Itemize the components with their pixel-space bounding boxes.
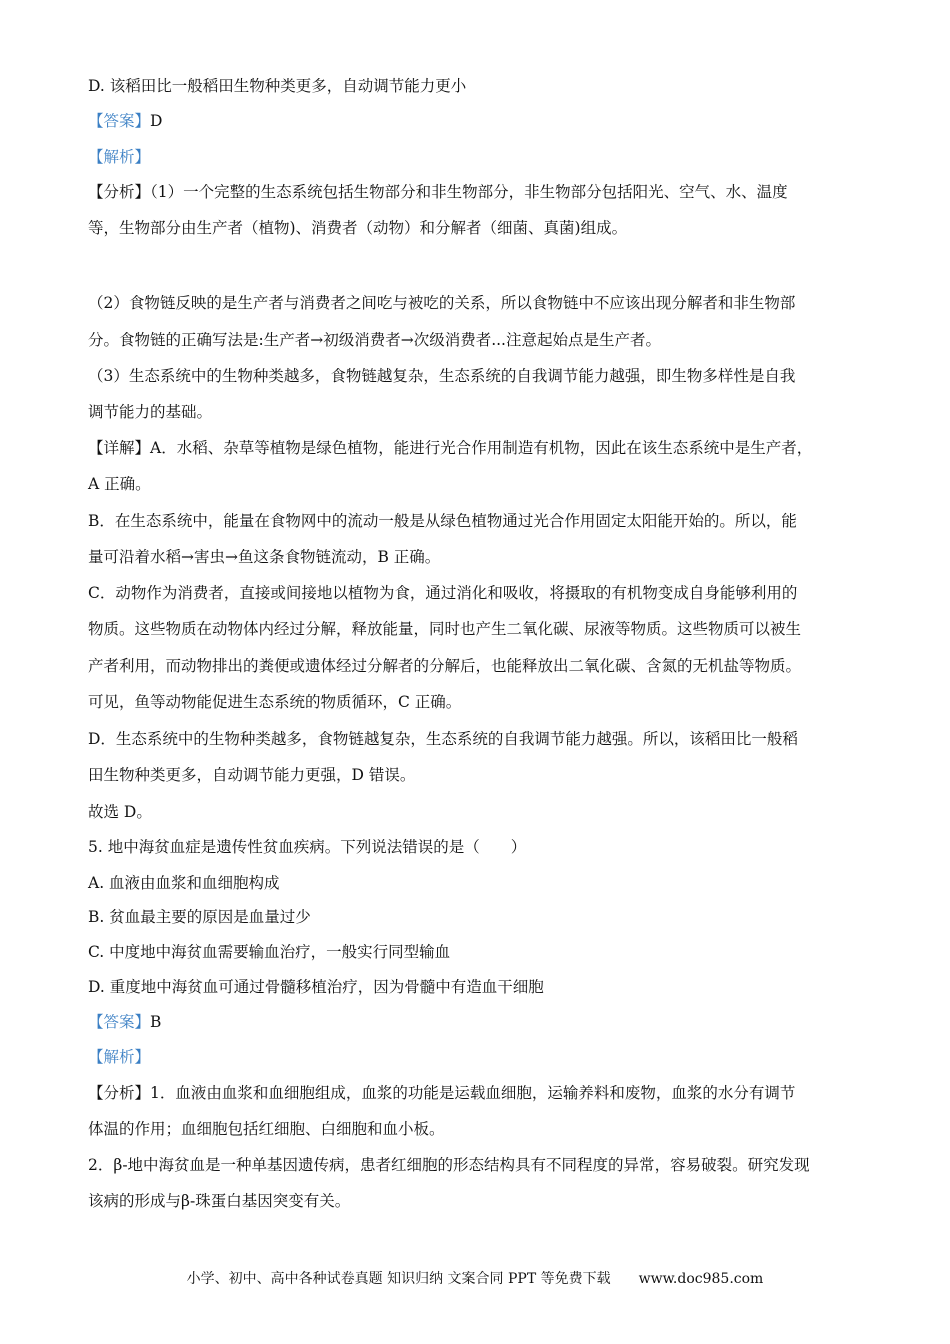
text-line: 故选 D。 [88,803,152,821]
question-stem: 5. 地中海贫血症是遗传性贫血疾病。下列说法错误的是（ ） [88,838,527,856]
text-line: D．生态系统中的生物种类越多，食物链越复杂，生态系统的自我调节能力越强。所以，该稻田比一般稻 [88,730,798,748]
text-line: 产者利用，而动物排出的粪便或遗体经过分解者的分解后，也能释放出二氧化碳、含氮的无机盐等物质。 [88,657,802,675]
option-d: D. 重度地中海贫血可通过骨髓移植治疗，因为骨髓中有造血干细胞 [88,978,544,996]
answer-line [88,1012,161,1032]
analysis-tag: 【解析】 [88,148,151,166]
analysis-tag: 【解析】 [88,1048,151,1066]
text-line: D. 该稻田比一般稻田生物种类更多，自动调节能力更小 [88,77,467,95]
text-line: 体温的作用；血细胞包括红细胞、白细胞和血小板。 [88,1120,445,1138]
option-c: C. 中度地中海贫血需要输血治疗，一般实行同型输血 [88,943,451,961]
answer-value: D [150,112,163,130]
text-line: 【分析】1．血液由血浆和血细胞组成，血浆的功能是运载血细胞，运输养料和废物，血浆的水分有调节 [88,1084,796,1102]
option-b: B. 贫血最主要的原因是血量过少 [88,908,311,926]
answer-tag: 【答案】 [88,112,151,130]
footer-text: 小学、初中、高中各种试卷真题 知识归纳 文案合同 PPT 等免费下载 [186,1271,611,1287]
footer-url[interactable]: www.doc985.com [638,1271,764,1287]
answer-line [88,111,162,131]
text-line: 该病的形成与β-珠蛋白基因突变有关。 [88,1192,351,1210]
text-line: 调节能力的基础。 [88,403,213,421]
text-line: 可见，鱼等动物能促进生态系统的物质循环，C 正确。 [88,693,462,711]
answer-value: B [150,1013,162,1031]
analysis-heading [88,1047,150,1067]
text-line: （3）生态系统中的生物种类越多，食物链越复杂，生态系统的自我调节能力越强，即生物多样性是自我 [88,367,796,385]
text-line: 量可沿着水稻→害虫→鱼这条食物链流动，B 正确。 [88,548,441,566]
page-footer [0,1268,950,1288]
text-line: B．在生态系统中，能量在食物网中的流动一般是从绿色植物通过光合作用固定太阳能开始的。所以，能 [88,512,797,530]
text-line: 2．β-地中海贫血是一种单基因遗传病，患者红细胞的形态结构具有不同程度的异常，容易破裂。研究发现 [88,1156,810,1174]
answer-tag: 【答案】 [88,1013,151,1031]
text-line: 物质。这些物质在动物体内经过分解，释放能量，同时也产生二氧化碳、尿液等物质。这些物质可以被生 [88,620,802,638]
analysis-heading [88,147,150,167]
text-line: 等，生物部分由生产者（植物)、消费者（动物）和分解者（细菌、真菌)组成。 [88,219,628,237]
text-line: 【详解】A．水稻、杂草等植物是绿色植物，能进行光合作用制造有机物，因此在该生态系统中是生产者， [88,439,813,457]
text-line: C．动物作为消费者，直接或间接地以植物为食，通过消化和吸收，将摄取的有机物变成自身能够利用的 [88,584,798,602]
text-line: 田生物种类更多，自动调节能力更强，D 错误。 [88,766,416,784]
option-a: A. 血液由血浆和血细胞构成 [88,874,280,892]
text-line: A 正确。 [88,475,151,493]
text-line: （2）食物链反映的是生产者与消费者之间吃与被吃的关系，所以食物链中不应该出现分解者和非生物部 [88,294,796,312]
text-line: 分。食物链的正确写法是:生产者→初级消费者→次级消费者...注意起始点是生产者。 [88,331,661,349]
text-line: 【分析】（1）一个完整的生态系统包括生物部分和非生物部分，非生物部分包括阳光、空气、水、温度 [88,183,788,201]
